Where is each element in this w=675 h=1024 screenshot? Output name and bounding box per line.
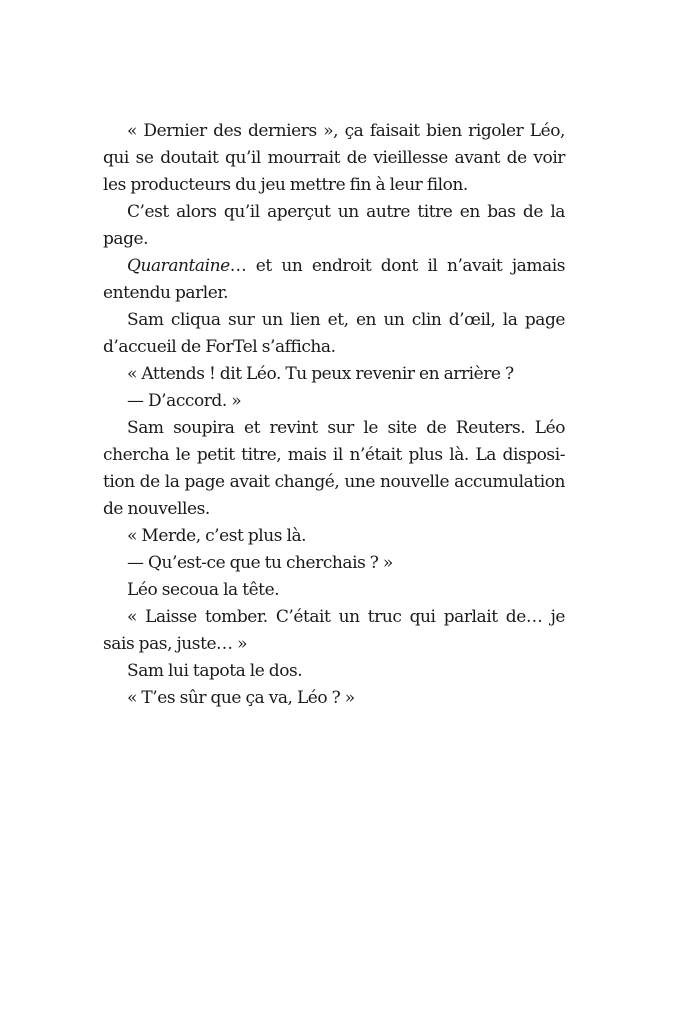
- text-line: [103, 253, 565, 280]
- text-line: entendu parler.: [103, 283, 229, 303]
- italic-title: Quarantaine: [127, 256, 230, 276]
- body-text: [103, 118, 565, 712]
- text-line: sais pas, juste… »: [103, 634, 248, 654]
- text-line: C’est alors qu’il aperçut un autre titre en bas de la: [127, 202, 565, 222]
- text-line: Sam lui tapota le dos.: [127, 661, 303, 681]
- text-line: Sam cliqua sur un lien et, en un clin d’œil, la page: [127, 310, 565, 330]
- text-line: tion de la page avait changé, une nouvelle accumulation: [103, 472, 565, 492]
- text-line: d’accueil de ForTel s’afficha.: [103, 337, 336, 357]
- text-line: « Attends ! dit Léo. Tu peux revenir en arrière ?: [127, 364, 514, 384]
- text-line: de nouvelles.: [103, 499, 210, 519]
- text-line: les producteurs du jeu mettre fin à leur filon.: [103, 175, 468, 195]
- text-line: « Merde, c’est plus là.: [127, 526, 307, 546]
- text-line: « T’es sûr que ça va, Léo ? »: [127, 688, 355, 708]
- line-rest: … et un endroit dont il n’avait jamais: [229, 256, 565, 276]
- text-line: « Dernier des derniers », ça faisait bien rigoler Léo,: [127, 121, 565, 141]
- text-line: qui se doutait qu’il mourrait de vieillesse avant de voir: [103, 148, 565, 168]
- text-line: page.: [103, 229, 149, 249]
- text-line: — D’accord. »: [127, 391, 242, 411]
- text-line: « Laisse tomber. C’était un truc qui parlait de… je: [127, 607, 565, 627]
- text-line: chercha le petit titre, mais il n’était plus là. La disposi-: [103, 445, 565, 465]
- text-line: — Qu’est-ce que tu cherchais ? »: [127, 553, 393, 573]
- text-line: Léo secoua la tête.: [127, 580, 280, 600]
- text-line: Sam soupira et revint sur le site de Reuters. Léo: [127, 418, 565, 438]
